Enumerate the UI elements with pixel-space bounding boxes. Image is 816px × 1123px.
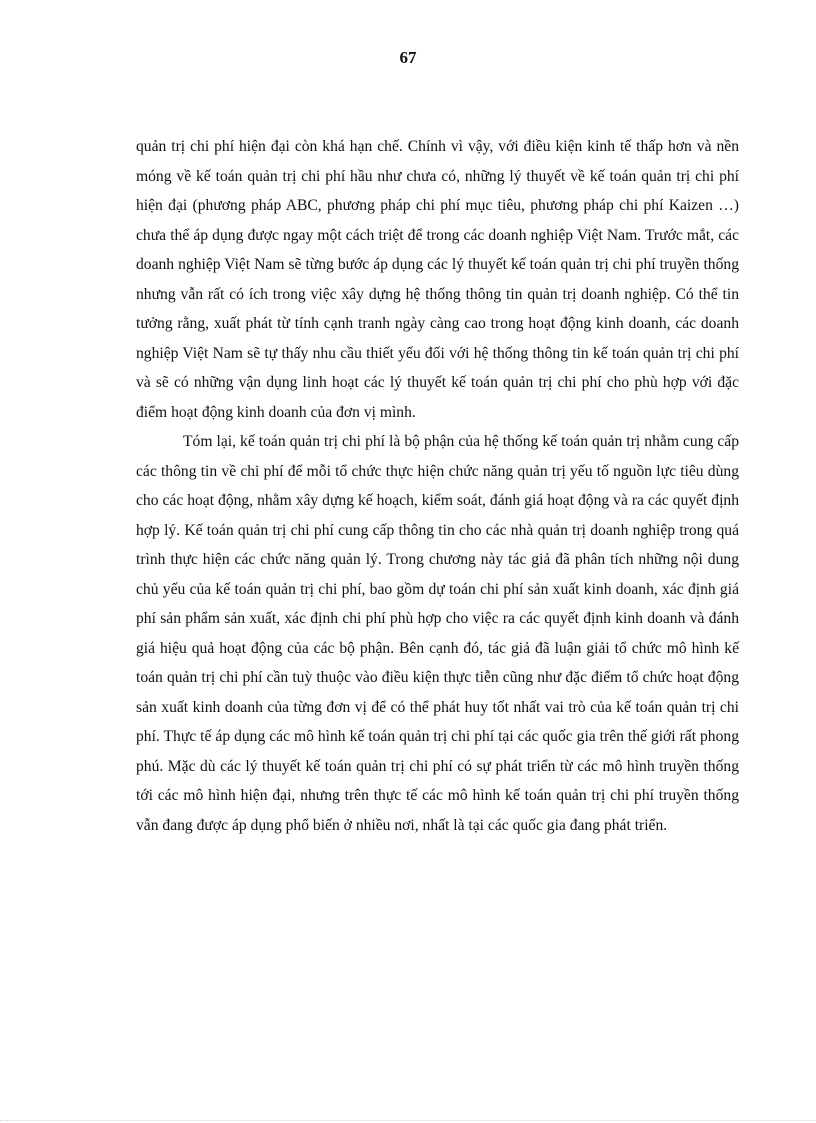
document-body	[136, 132, 739, 840]
paragraph-continued: quản trị chi phí hiện đại còn khá hạn chế. Chính vì vậy, với điều kiện kinh tế thấp hơn và nền móng về kế toán quản trị chi phí hầu như chưa có, những lý thuyết về kế toán quản trị chi phí hiện đại (phương pháp ABC, phương pháp chi phí mục tiêu, phương pháp chi phí Kaizen …) chưa thể áp dụng được ngay một cách triệt để trong các doanh nghiệp Việt Nam. Trước mắt, các doanh nghiệp Việt Nam sẽ từng bước áp dụng các lý thuyết kế toán quản trị chi phí truyền thống nhưng vẫn rất có ích trong việc xây dựng hệ thống thông tin quản trị doanh nghiệp. Có thể tin tưởng rằng, xuất phát từ tính cạnh tranh ngày càng cao trong hoạt động kinh doanh, các doanh nghiệp Việt Nam sẽ tự thấy nhu cầu thiết yếu đối với hệ thống thông tin kế toán quản trị chi phí và sẽ có những vận dụng linh hoạt các lý thuyết kế toán quản trị chi phí cho phù hợp với đặc điểm hoạt động kinh doanh của đơn vị mình.	[136, 138, 739, 421]
paragraph-summary: Tóm lại, kế toán quản trị chi phí là bộ phận của hệ thống kế toán quản trị nhằm cung cấp các thông tin về chi phí để mỗi tổ chức thực hiện chức năng quản trị yếu tố nguồn lực tiêu dùng cho các hoạt động, nhằm xây dựng kế hoạch, kiểm soát, đánh giá hoạt động và ra các quyết định hợp lý. Kế toán quản trị chi phí cung cấp thông tin cho các nhà quản trị doanh nghiệp trong quá trình thực hiện các chức năng quản lý. Trong chương này tác giả đã phân tích những nội dung chủ yếu của kế toán quản trị chi phí, bao gồm dự toán chi phí sản xuất kinh doanh, xác định giá phí sản phẩm sản xuất, xác định chi phí phù hợp cho việc ra các quyết định kinh doanh và đánh giá hiệu quả hoạt động của các bộ phận. Bên cạnh đó, tác giả đã luận giải tổ chức mô hình kế toán quản trị chi phí cần tuỳ thuộc vào điều kiện thực tiễn cũng như đặc điểm tổ chức hoạt động sản xuất kinh doanh của từng đơn vị để có thể phát huy tốt nhất vai trò của kế toán quản trị chi phí. Thực tế áp dụng các mô hình kế toán quản trị chi phí tại các quốc gia trên thế giới rất phong phú. Mặc dù các lý thuyết kế toán quản trị chi phí có sự phát triển từ các mô hình truyền thống tới các mô hình hiện đại, nhưng trên thực tế các mô hình kế toán quản trị chi phí truyền thống vẫn đang được áp dụng phổ biến ở nhiều nơi, nhất là tại các quốc gia đang phát triển.	[136, 433, 739, 834]
page-number: 67	[399, 48, 417, 67]
page-bottom-divider	[0, 1120, 816, 1121]
